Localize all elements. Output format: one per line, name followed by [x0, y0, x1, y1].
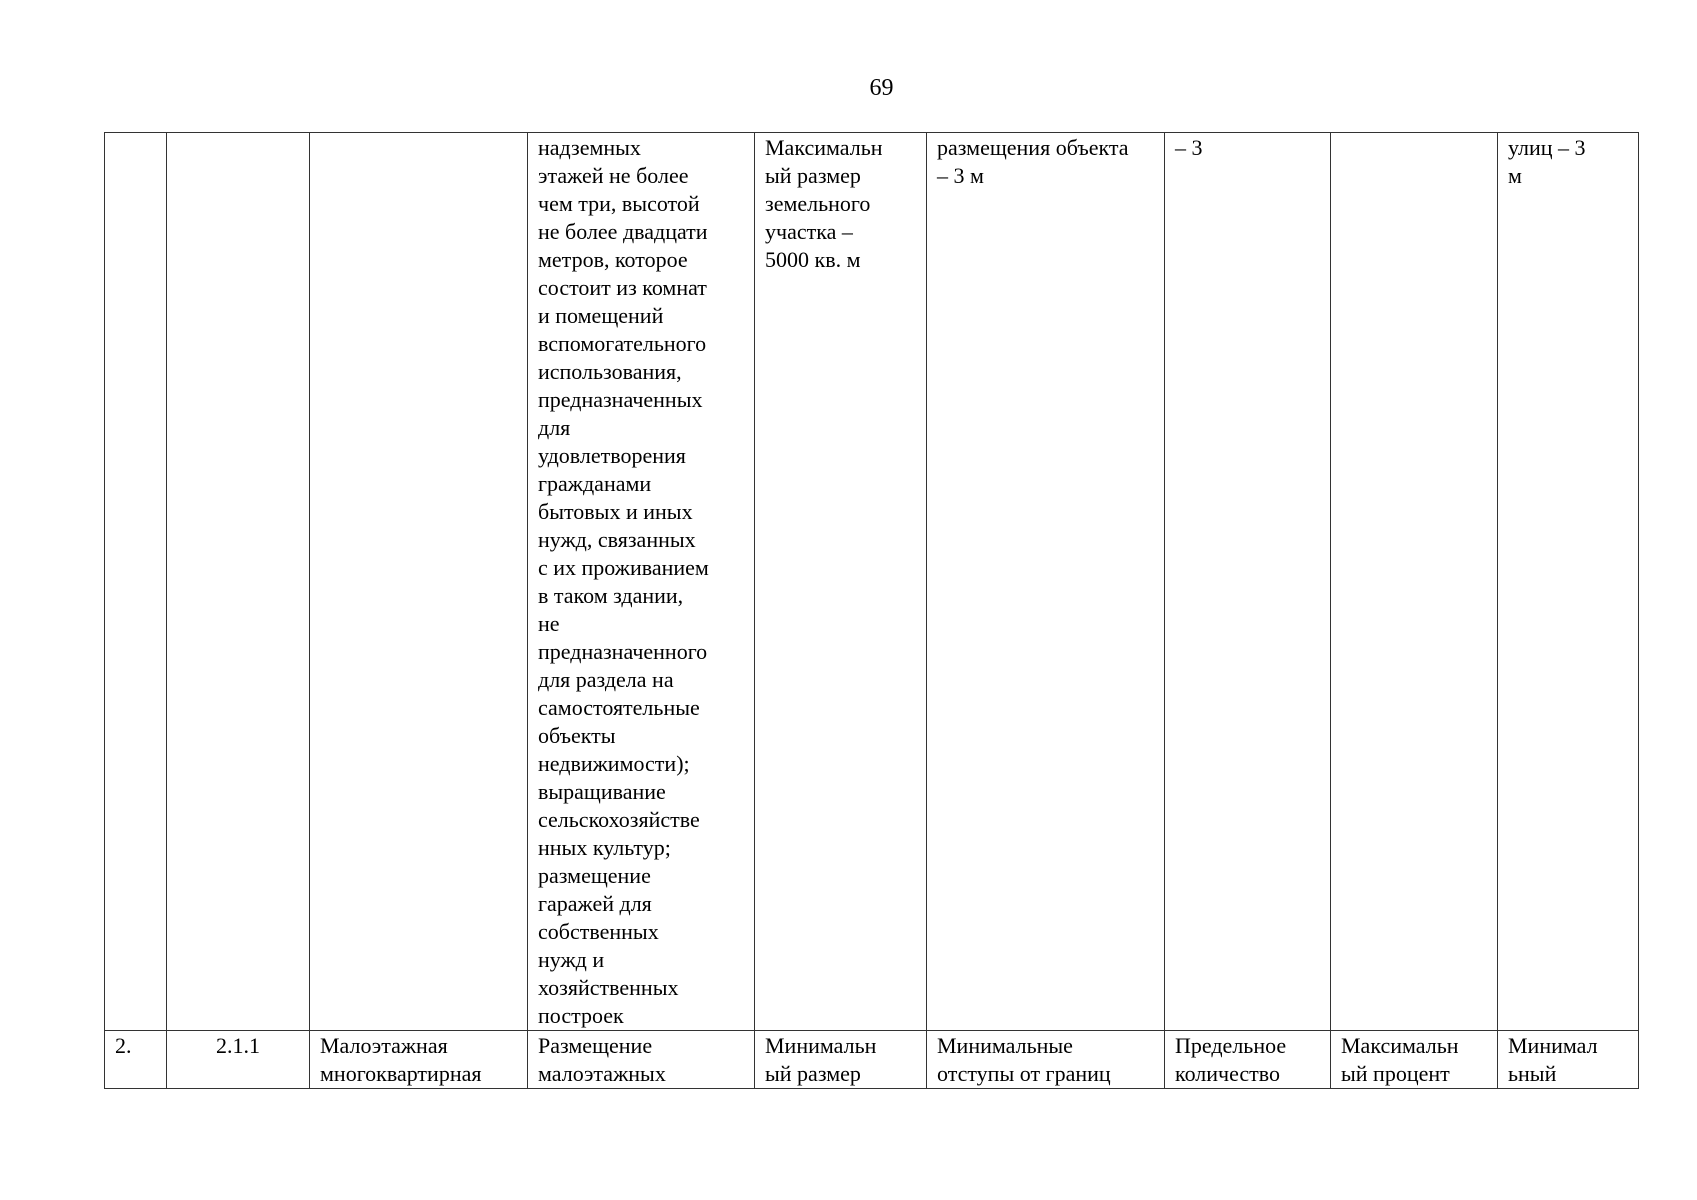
table-cell-number: 2.	[105, 1031, 167, 1089]
table-cell-use-description: надземных этажей не более чем три, высотой не более двадцати метров, которое состоит из комнат и помещений вспомогательного использования, предназначенных для удовлетворения гражданами бытовых и иных нужд, связанных с их проживанием в таком здании, не предназначенного для раздела на самостоятельные объекты недвижимости); выращивание сельскохозяйстве нных культур; размещение гаражей для собственных нужд и хозяйственных построек	[528, 133, 755, 1031]
table-cell-street-setback: Минимал ьный	[1498, 1031, 1639, 1089]
regulations-table	[104, 132, 1639, 1089]
table-cell-code: 2.1.1	[167, 1031, 310, 1089]
table-cell-code	[167, 133, 310, 1031]
table-cell-coverage	[1331, 133, 1498, 1031]
table-cell-use-name: Малоэтажная многоквартирная	[310, 1031, 528, 1089]
table-cell-number	[105, 133, 167, 1031]
table-cell-plot-size: Максимальн ый размер земельного участка – 5000 кв. м	[755, 133, 927, 1031]
table-row	[105, 1031, 1639, 1089]
page-number: 69	[869, 75, 894, 101]
table-cell-use-name	[310, 133, 528, 1031]
table-cell-use-description: Размещение малоэтажных	[528, 1031, 755, 1089]
table-cell-setbacks: размещения объекта – 3 м	[927, 133, 1165, 1031]
table-row	[105, 133, 1639, 1031]
table-cell-coverage: Максимальн ый процент	[1331, 1031, 1498, 1089]
table-cell-floors: Предельное количество	[1165, 1031, 1331, 1089]
table-cell-floors: – 3	[1165, 133, 1331, 1031]
table-cell-plot-size: Минимальн ый размер	[755, 1031, 927, 1089]
table-cell-street-setback: улиц – 3 м	[1498, 133, 1639, 1031]
table-cell-setbacks: Минимальные отступы от границ	[927, 1031, 1165, 1089]
